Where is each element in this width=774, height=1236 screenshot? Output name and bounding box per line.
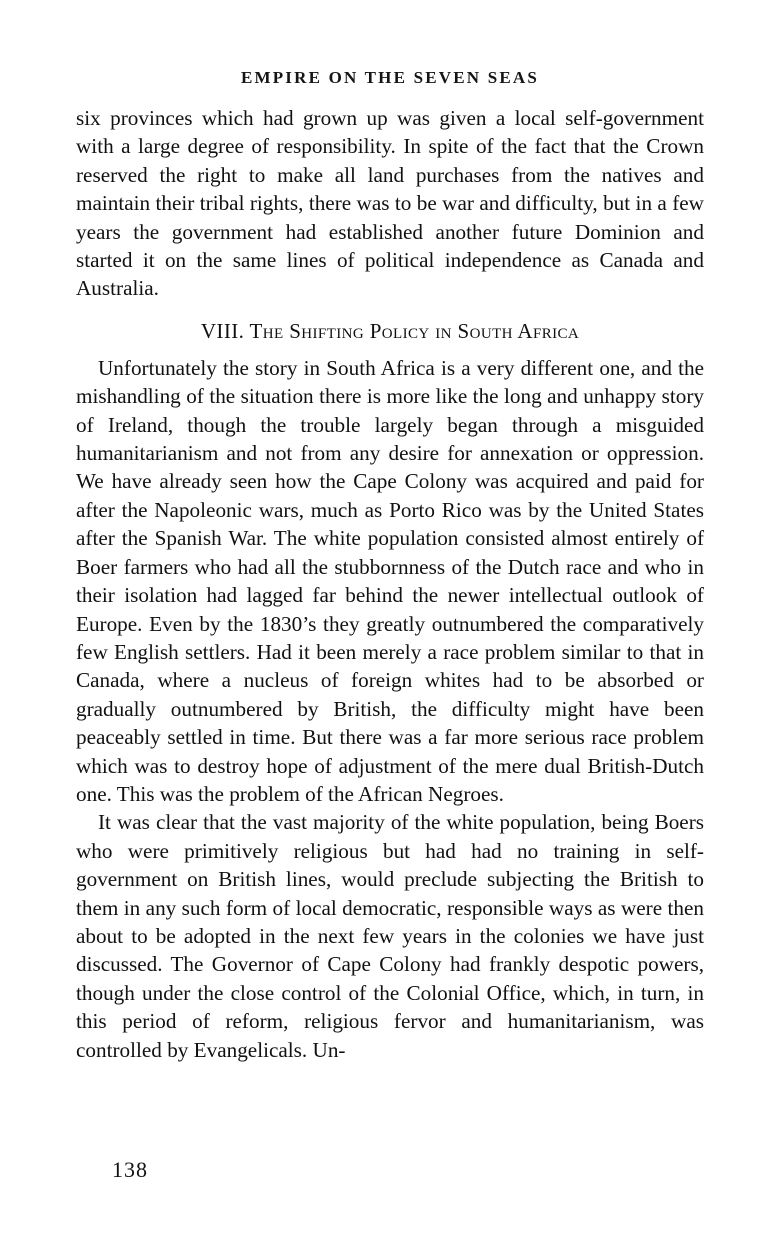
running-head: EMPIRE ON THE SEVEN SEAS [240, 68, 540, 87]
book-page [76, 58, 704, 1064]
paragraph-continuation: six provinces which had grown up was given a local self-government with a large degree of responsibility. In spite of the fact that the Crown reserved the right to make all land purchases from the natives and maintain their tribal rights, there was to be war and difficulty, but in a few years the government had established another future Dominion and started it on the same lines of political independence as Canada and Australia. [76, 106, 704, 301]
section-heading: VIII. The Shifting Policy in South Africa [200, 318, 580, 343]
paragraph-south-africa: Unfortunately the story in South Africa is a very different one, and the mishandling of the situation there is more like the long and unhappy story of Ireland, though the trouble largely began through a misguided humanitarianism and not from any desire for annexation or oppression. We have already seen how the Cape Colony was acquired and paid for after the Napoleonic wars, much as Porto Rico was by the United States after the Spanish War. The white population consisted almost entirely of Boer farmers who had all the stubbornness of the Dutch race and who in their isolation had lagged far behind the newer intellectual outlook of Europe. Even by the 1830’s they greatly outnumbered the comparatively few English settlers. Had it been merely a race problem similar to that in Canada, where a nucleus of foreign whites had to be absorbed or gradually outnumbered by British, the difficulty might have been peaceably settled in time. But there was a far more serious race problem which was to destroy hope of adjustment of the mere dual British-Dutch one. This was the problem of the African Negroes. [76, 355, 704, 806]
paragraph-boer-population: It was clear that the vast majority of the white population, being Boers who were primitively religious but had had no training in self-government on British lines, would preclude subjecting the British to them in any such form of local democratic, responsible ways as were then about to be adopted in the next few years in the colonies we have just discussed. The Governor of Cape Colony had frankly despotic powers, though under the close control of the Colonial Office, which, in turn, in this period of reform, religious fervor and humanitarianism, was controlled by Evangelicals. Un- [76, 810, 704, 1062]
page-number: 138 [112, 1157, 148, 1182]
